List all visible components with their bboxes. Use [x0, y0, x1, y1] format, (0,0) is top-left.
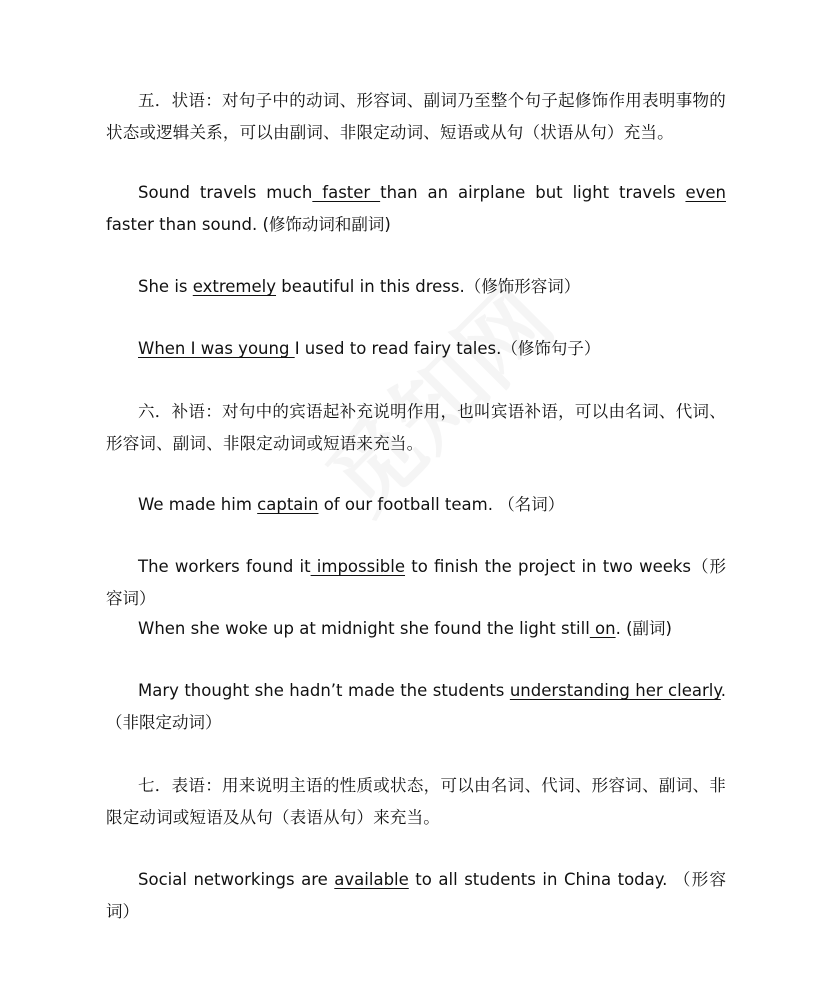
- sentence-text: The workers found it: [138, 557, 311, 576]
- sentence-text: I used to read fairy tales.（修饰句子）: [294, 339, 601, 358]
- heading-text: 七．表语：用来说明主语的性质或状态，可以由名词、代词、形容词、副词、非限定动词或短语及从句（表语从句）来充当。: [106, 776, 726, 827]
- sentence-text: She is: [138, 277, 193, 296]
- example-sentence: [106, 864, 726, 928]
- section-heading-complement: [106, 396, 726, 460]
- sentence-text: of our football team. （名词）: [318, 495, 565, 514]
- underlined-term: even: [685, 183, 726, 202]
- sentence-text: than an airplane but light travels: [380, 183, 686, 202]
- underlined-term: faster: [312, 183, 381, 202]
- sentence-text: beautiful in this dress.（修饰形容词）: [276, 277, 581, 296]
- underlined-term: available: [334, 870, 409, 889]
- heading-text: 五．状语：对句子中的动词、形容词、副词乃至整个句子起修饰作用表明事物的状态或逻辑关系，可以由副词、非限定动词、短语或从句（状语从句）充当。: [106, 91, 726, 142]
- underlined-term: on: [589, 619, 616, 638]
- underlined-term: extremely: [192, 277, 277, 296]
- sentence-text: to finish the project in two weeks（形容词）: [106, 557, 726, 608]
- sentence-text: Sound travels much: [138, 183, 313, 202]
- example-sentence: [106, 551, 726, 615]
- underlined-term: impossible: [310, 557, 406, 576]
- section-heading-adverbial: [106, 85, 726, 149]
- example-sentence: [106, 613, 726, 645]
- sentence-text: . (副词): [615, 619, 672, 638]
- example-sentence: [106, 675, 726, 739]
- section-heading-predicative: [106, 770, 726, 834]
- underlined-term: When I was young: [138, 339, 295, 358]
- example-sentence: [106, 489, 726, 521]
- example-sentence: [106, 271, 726, 303]
- sentence-text: Social networkings are: [138, 870, 335, 889]
- example-sentence: [106, 177, 726, 241]
- sentence-text: to all students in China today. （形容词）: [106, 870, 726, 921]
- underlined-term: understanding her clearly: [509, 681, 721, 700]
- sentence-text: When she woke up at midnight she found the light still: [138, 619, 590, 638]
- example-sentence: [106, 333, 726, 365]
- heading-text: 六．补语：对句中的宾语起补充说明作用，也叫宾语补语，可以由名词、代词、形容词、副词、非限定动词或短语来充当。: [106, 402, 726, 453]
- sentence-text: Mary thought she hadn’t made the students: [138, 681, 510, 700]
- sentence-text: faster than sound. (修饰动词和副词): [106, 215, 391, 234]
- underlined-term: captain: [257, 495, 319, 514]
- sentence-text: .（非限定动词）: [106, 681, 727, 732]
- sentence-text: We made him: [138, 495, 258, 514]
